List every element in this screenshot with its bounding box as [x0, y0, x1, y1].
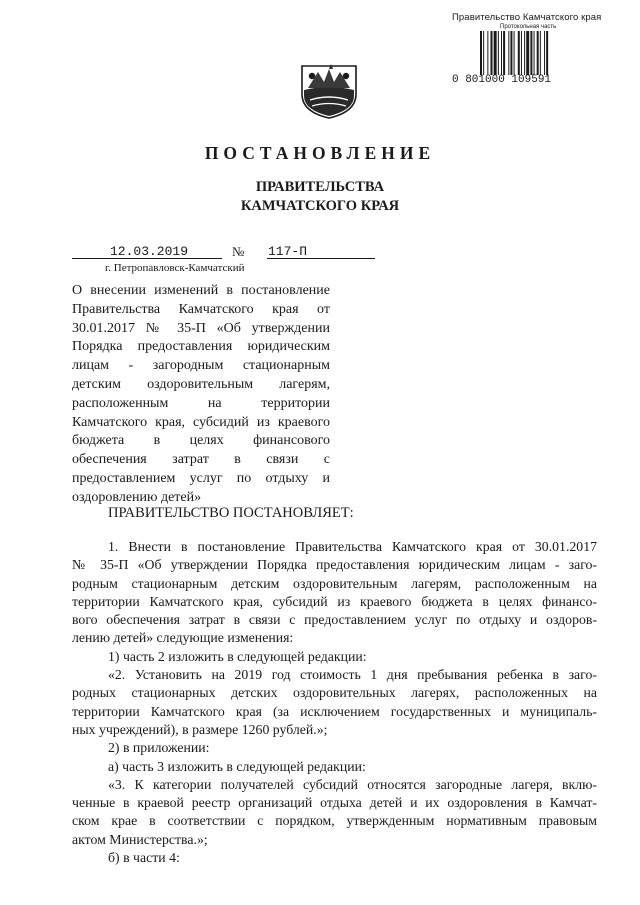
document-title	[72, 282, 330, 508]
body-line: лению детей» следующие изменения:	[72, 630, 294, 646]
issuer-line-1: ПРАВИТЕЛЬСТВА	[255, 179, 385, 195]
city: г. Петропавловск-Камчатский	[105, 262, 245, 274]
document-date: 12.03.2019	[110, 244, 189, 259]
document-body	[72, 538, 597, 867]
body-line: родных стационарных детских оздоровительных лагерях, расположенных на	[72, 685, 597, 701]
decree-heading: ПРАВИТЕЛЬСТВО ПОСТАНОВЛЯЕТ:	[108, 505, 354, 521]
body-line: а) часть 3 изложить в следующей редакции:	[108, 758, 366, 774]
title-line: бюджета в целях финансового	[72, 433, 330, 449]
title-line: обеспечения затрат в связи с	[72, 452, 330, 468]
body-line: 2) в приложении:	[108, 740, 210, 756]
body-line: ченные в краевой реестр организаций отдыха детей и их оздоровления в Камчат-	[72, 795, 597, 811]
coat-of-arms-icon	[298, 60, 360, 120]
title-line: Камчатского края, субсидий из краевого	[72, 414, 330, 430]
document-type: ПОСТАНОВЛЕНИЕ	[204, 143, 436, 163]
stamp-org: Правительство Камчатского края	[452, 12, 602, 23]
body-line: «2. Установить на 2019 год стоимость 1 дня пребывания ребенка в заго-	[108, 667, 597, 683]
body-line: 1) часть 2 изложить в следующей редакции:	[108, 648, 367, 664]
body-line: актом Министерства.»;	[72, 831, 208, 847]
body-line: «3. К категории получателей субсидий относятся загородные лагеря, вклю-	[108, 776, 597, 792]
registration-stamp	[452, 12, 630, 86]
date-number-line	[72, 244, 312, 260]
title-line: лицам - загородным стационарным	[72, 358, 330, 374]
title-line: оздоровлению детей»	[72, 489, 202, 505]
body-line: ском крае в соответствии с порядком, утвержденным нормативным правовым	[72, 813, 597, 829]
body-line: территории Камчатского края (за исключением государственных и муниципаль-	[72, 703, 597, 719]
issuer	[0, 178, 640, 216]
body-line: вого обеспечения затрат в связи с предоставлением услуг по отдыху и оздоров-	[72, 612, 597, 628]
body-line: № 35-П «Об утверждении Порядка предоставления юридическим лицам - заго-	[72, 557, 597, 573]
document-number: 117-П	[268, 244, 308, 259]
number-label: №	[232, 244, 245, 259]
title-line: О внесении изменений в постановление	[72, 283, 330, 298]
title-line: предоставлением услуг по отдыху и	[72, 470, 330, 486]
title-line: расположенным на территории	[72, 395, 330, 411]
body-line: ных учреждений), в размере 1260 рублей.»;	[72, 721, 328, 737]
body-line: территории Камчатского края, субсидий из краевого бюджета в целях финансо-	[72, 593, 597, 609]
body-line: 1. Внести в постановление Правительства Камчатского края от 30.01.2017	[108, 539, 597, 554]
barcode-icon	[480, 31, 600, 75]
issuer-line-2: КАМЧАТСКОГО КРАЯ	[240, 198, 400, 214]
title-line: Правительства Камчатского края от	[72, 301, 330, 317]
stamp-sub: Протокольная часть	[500, 24, 557, 30]
body-line: родным стационарным детским оздоровительным лагерям, расположенным на	[72, 575, 597, 591]
title-line: Порядка предоставления юридическим	[72, 339, 330, 355]
barcode-number: 0 801000 109591	[452, 74, 552, 86]
body-line: б) в части 4:	[108, 850, 180, 866]
title-line: 30.01.2017 № 35-П «Об утверждении	[72, 320, 330, 336]
title-line: детским оздоровительным лагерям,	[72, 376, 330, 392]
